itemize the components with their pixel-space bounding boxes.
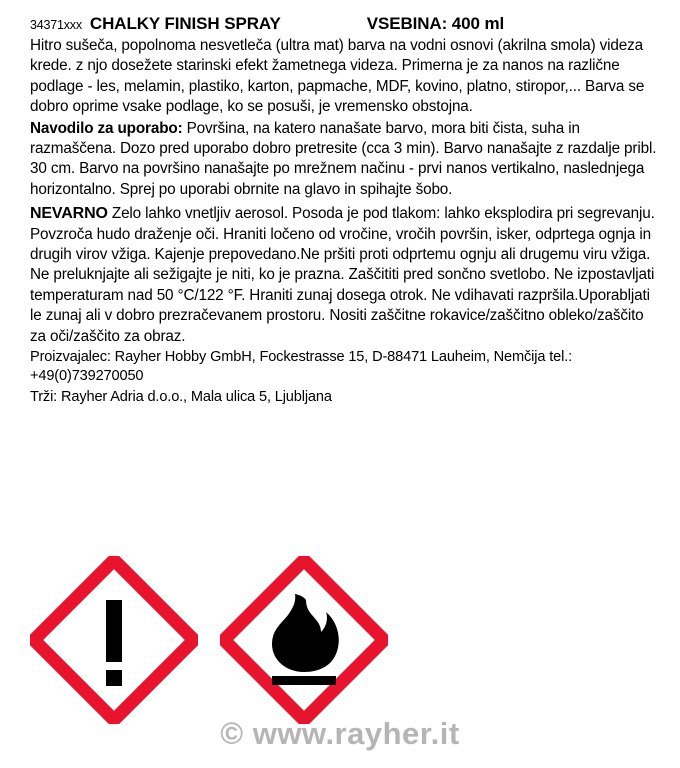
page-title: CHALKY FINISH SPRAY bbox=[89, 14, 281, 33]
label-body bbox=[30, 36, 662, 407]
watermark: © www.rayher.it bbox=[220, 716, 460, 751]
distributor-paragraph: Trži: Rayher Adria d.o.o., Mala ulica 5, Ljubljana bbox=[30, 388, 332, 405]
intro-paragraph: Hitro sušeča, popolnoma nesvetleča (ultra mat) barva na vodni osnovi (akrilna smola) videza krede. z njo dosežete starinski efekt žametnega videza. Primerna je za nanos na različne podlage - les, melamin, plastiko, karton, papmache, MDF, kovino, platno, stiropor,... Barva se dobro oprime vsake podlage, ko se posuši, je vremensko obstojna. bbox=[30, 37, 645, 116]
usage-paragraph bbox=[30, 119, 662, 201]
usage-label: Navodilo za uporabo: bbox=[30, 119, 183, 137]
danger-text: Zelo lahko vnetljiv aerosol. Posoda je pod tlakom: lahko eksplodira pri segrevanju. Povzroča hudo draženje oči. Hraniti ločeno od vročine, vročih površin, isker, odprtega ognja in drugih virov vžiga. Kajenje prepovedano.Ne pršiti proti odprtemu ognju ali drugemu viru vžiga. Ne preluknjajte ali sežigajte je niti, ko je prazna. Zaščititi pred sončno svetlobo. Ne izpostavljati temperaturam nad 50 °C/122 °F. Hraniti zunaj dosega otrok. Ne vdihavati razpršila.Uporabljati le zunaj ali v dobro prezračevanem prostoru. Nositi zaščitne rokavice/zaščitno obleko/zaščito za oči/zaščito za obraz. bbox=[30, 205, 655, 345]
manufacturer-paragraph: Proizvajalec: Rayher Hobby GmbH, Fockestrasse 15, D-88471 Lauheim, Nemčija tel.: +49(0)739270050 bbox=[30, 349, 572, 385]
article-code: 34371xxx bbox=[30, 18, 82, 32]
header bbox=[30, 14, 662, 34]
danger-label: NEVARNO bbox=[30, 205, 108, 223]
danger-paragraph bbox=[30, 203, 662, 347]
hazard-pictograms bbox=[30, 556, 388, 724]
volume-label: VSEBINA: 400 ml bbox=[366, 14, 505, 33]
exclamation-mark-ghs07-icon bbox=[30, 556, 198, 724]
flame-ghs02-icon bbox=[220, 556, 388, 724]
usage-text: Površina, na katero nanašate barvo, mora biti čista, suha in razmaščena. Dozo pred uporabo dobro pretresite (cca 3 min). Barvo nanašajte z razdalje pribl. 30 cm. Barvo na površino nanašajte po mrežnem načinu - prvi nanos vertikalno, naslednjega horizontalno. Sprej po uporabi obrnite na glavo in spihajte šobo. bbox=[30, 119, 657, 198]
